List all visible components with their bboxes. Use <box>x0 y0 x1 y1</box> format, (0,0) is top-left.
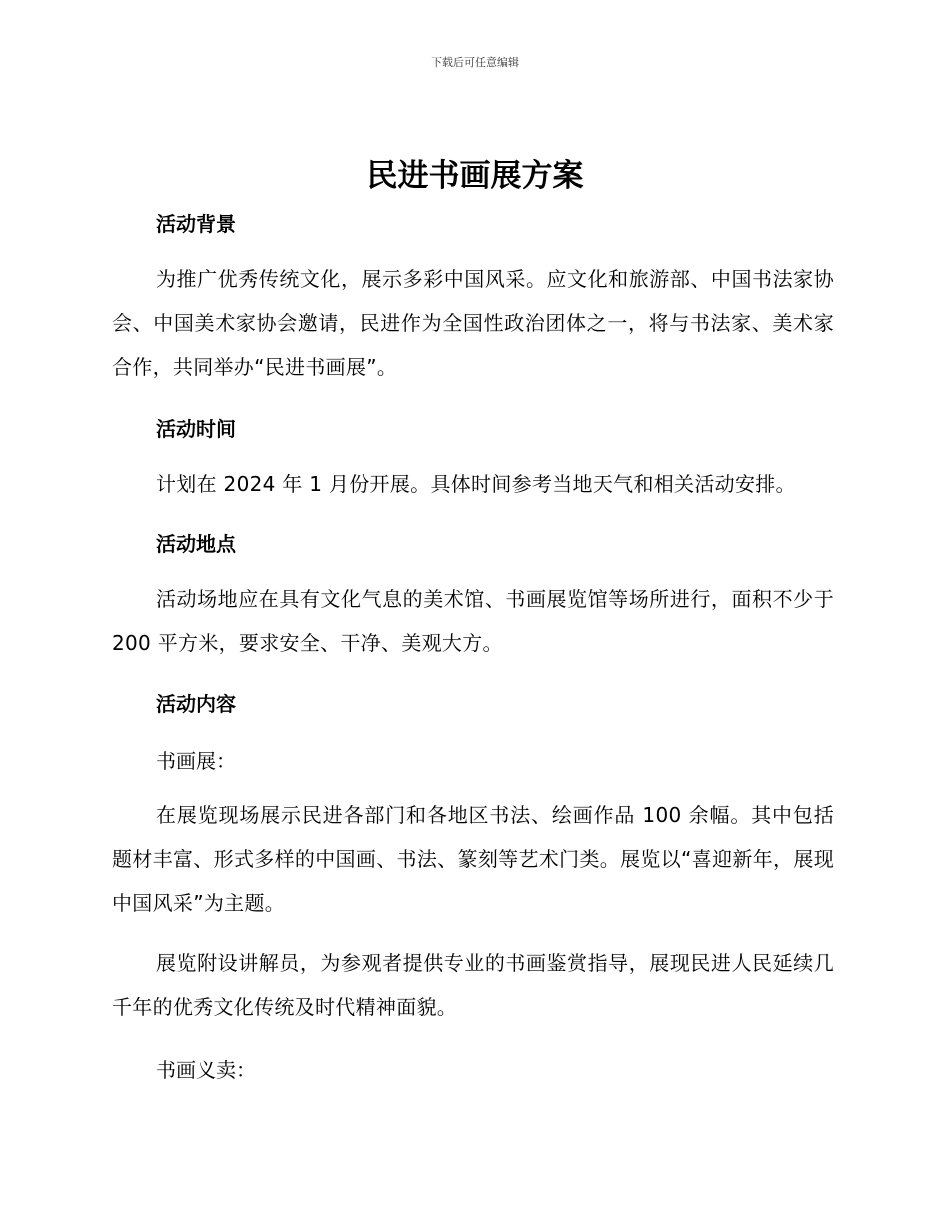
paragraph-background: 为推广优秀传统文化，展示多彩中国风采。应文化和旅游部、中国书法家协会、中国美术家协会邀请，民进作为全国性政治团体之一，将与书法家、美术家合作，共同举办“民进书画展”。 <box>112 267 834 379</box>
heading-content: 活动内容 <box>156 692 236 716</box>
page-header-note: 下载后可任意编辑 <box>431 56 519 69</box>
heading-time: 活动时间 <box>156 417 236 441</box>
label-exhibition: 书画展： <box>156 749 236 773</box>
heading-location: 活动地点 <box>156 532 236 556</box>
paragraph-time: 计划在 2024 年 1 月份开展。具体时间参考当地天气和相关活动安排。 <box>156 472 796 496</box>
paragraph-exhibition-2: 展览附设讲解员，为参观者提供专业的书画鉴赏指导，展现民进人民延续几千年的优秀文化传统及时代精神面貌。 <box>112 951 834 1019</box>
paragraph-location: 活动场地应在具有文化气息的美术馆、书画展览馆等场所进行，面积不少于 200 平方米，要求安全、干净、美观大方。 <box>112 587 834 655</box>
document-title: 民进书画展方案 <box>366 158 584 194</box>
paragraph-exhibition-1: 在展览现场展示民进各部门和各地区书法、绘画作品 100 余幅。其中包括题材丰富、形式多样的中国画、书法、篆刻等艺术门类。展览以“喜迎新年，展现中国风采”为主题。 <box>112 803 834 915</box>
label-charity-sale: 书画义卖： <box>156 1058 256 1082</box>
heading-background: 活动背景 <box>156 212 236 236</box>
